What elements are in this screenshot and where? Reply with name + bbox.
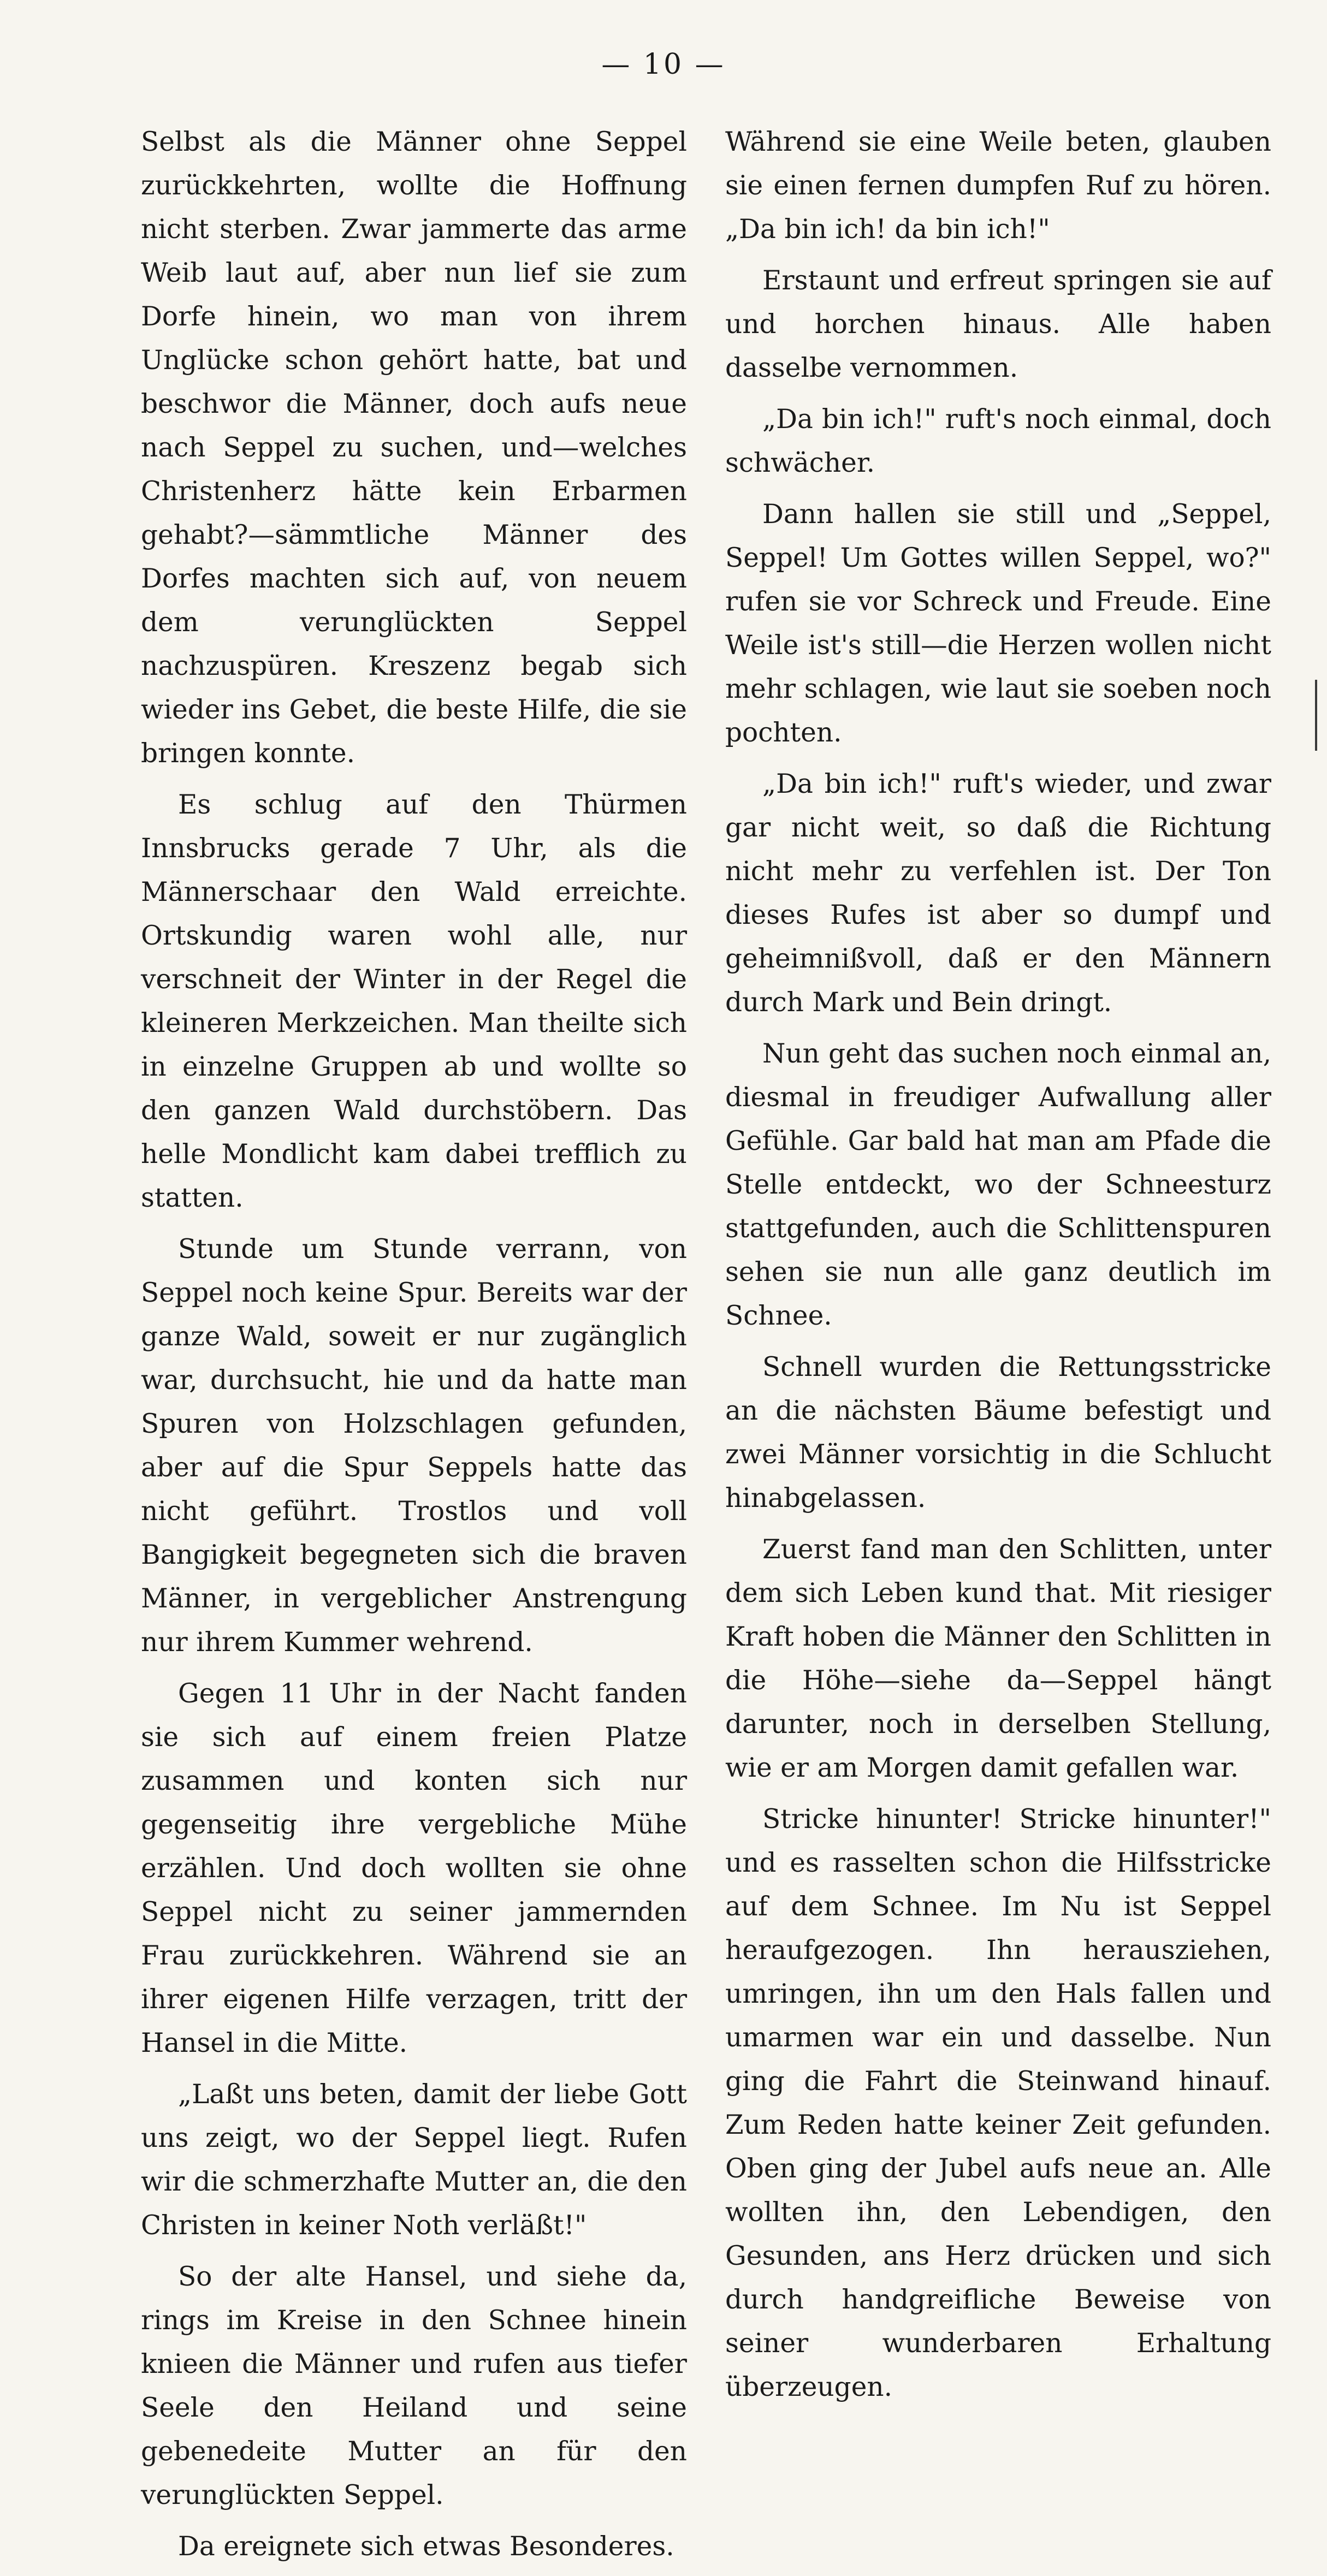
paragraph: Dann hallen sie still und „Seppel, Seppel! Um Gottes willen Seppel, wo?" rufen sie vor Schreck und Freude. Eine Weile ist's still—die Herzen wollen nicht mehr schlagen, wie laut sie soeben noch pochten.	[725, 499, 1271, 748]
paragraph: „Da bin ich!" ruft's noch einmal, doch schwächer.	[725, 404, 1271, 478]
right-column	[725, 120, 1271, 2417]
paragraph: Nun geht das suchen noch einmal an, diesmal in freudiger Aufwallung aller Gefühle. Gar bald hat man am Pfade die Stelle entdeckt, wo der Schneesturz stattgefunden, auch die Schlittenspuren sehen sie nun alle ganz deutlich im Schnee.	[725, 1038, 1271, 1331]
page-number: — 10 —	[601, 48, 726, 81]
paragraph: „Da bin ich!" ruft's wieder, und zwar gar nicht weit, so daß die Richtung nicht mehr zu verfehlen ist. Der Ton dieses Rufes ist aber so dumpf und geheimnißvoll, daß er den Männern durch Mark und Bein dringt.	[725, 769, 1271, 1018]
paragraph: So der alte Hansel, und siehe da, rings im Kreise in den Schnee hinein knieen die Männer und rufen aus tiefer Seele den Heiland und seine gebenedeite Mutter an für den verunglückten Seppel.	[141, 2262, 687, 2510]
paragraph: Da ereignete sich etwas Besonderes.	[178, 2531, 674, 2562]
paragraph: Zuerst fand man den Schlitten, unter dem sich Leben kund that. Mit riesiger Kraft hoben die Männer den Schlitten in die Höhe—siehe da—Seppel hängt darunter, noch in derselben Stellung, wie er am Morgen damit gefallen war.	[725, 1534, 1271, 1783]
paragraph: Stricke hinunter! Stricke hinunter!" und es rasselten schon die Hilfsstricke auf dem Schnee. Im Nu ist Seppel heraufgezogen. Ihn herausziehen, umringen, ihn um den Hals fallen und umarmen war ein und dasselbe. Nun ging die Fahrt die Steinwand hinauf. Zum Reden hatte keiner Zeit gefunden. Oben ging der Jubel aufs neue an. Alle wollten ihn, den Lebendigen, den Gesunden, ans Herz drücken und sich durch handgreifliche Beweise von seiner wunderbaren Erhaltung überzeugen.	[725, 1804, 1271, 2402]
paragraph: Selbst als die Männer ohne Seppel zurückkehrten, wollte die Hoffnung nicht sterben. Zwar jammerte das arme Weib laut auf, aber nun lief sie zum Dorfe hinein, wo man von ihrem Unglücke schon gehört hatte, bat und beschwor die Männer, doch aufs neue nach Seppel zu suchen, und—welches Christenherz hätte kein Erbarmen gehabt?—sämmtliche Männer des Dorfes machten sich auf, von neuem dem verunglückten Seppel nachzuspüren. Kreszenz begab sich wieder ins Gebet, die beste Hilfe, die sie bringen konnte.	[141, 127, 687, 769]
paragraph: „Laßt uns beten, damit der liebe Gott uns zeigt, wo der Seppel liegt. Rufen wir die schmerzhafte Mutter an, die den Christen in keiner Noth verläßt!"	[141, 2079, 687, 2241]
margin-mark	[1315, 680, 1317, 751]
paragraph: Während sie eine Weile beten, glauben sie einen fernen dumpfen Ruf zu hören. „Da bin ich! da bin ich!"	[725, 127, 1271, 245]
paragraph: Gegen 11 Uhr in der Nacht fanden sie sich auf einem freien Platze zusammen und konten sich nur gegenseitig ihre vergebliche Mühe erzählen. Und doch wollten sie ohne Seppel nicht zu seiner jammernden Frau zurückkehren. Während sie an ihrer eigenen Hilfe verzagen, tritt der Hansel in die Mitte.	[141, 1678, 687, 2058]
left-column	[141, 120, 687, 2576]
paragraph: Schnell wurden die Rettungsstricke an die nächsten Bäume befestigt und zwei Männer vorsichtig in die Schlucht hinabgelassen.	[725, 1352, 1271, 1513]
paragraph: Es schlug auf den Thürmen Innsbrucks gerade 7 Uhr, als die Männerschaar den Wald erreichte. Ortskundig waren wohl alle, nur verschneit der Winter in der Regel die kleineren Merkzeichen. Man theilte sich in einzelne Gruppen ab und wollte so den ganzen Wald durchstöbern. Das helle Mondlicht kam dabei trefflich zu statten.	[141, 790, 687, 1213]
paragraph: Erstaunt und erfreut springen sie auf und horchen hinaus. Alle haben dasselbe vernommen.	[725, 265, 1271, 383]
paragraph: Stunde um Stunde verrann, von Seppel noch keine Spur. Bereits war der ganze Wald, soweit er nur zugänglich war, durchsucht, hie und da hatte man Spuren von Holzschlagen gefunden, aber auf die Spur Seppels hatte das nicht geführt. Trostlos und voll Bangigkeit begegneten sich die braven Männer, in vergeblicher Anstrengung nur ihrem Kummer wehrend.	[141, 1234, 687, 1658]
